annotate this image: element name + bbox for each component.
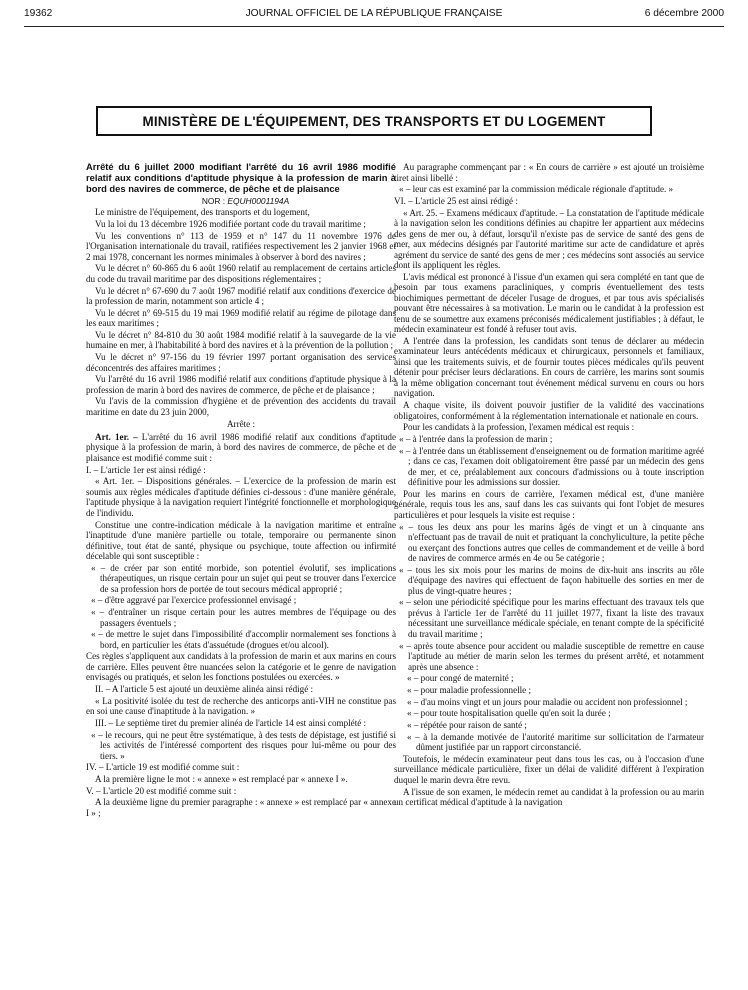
paragraph xyxy=(86,352,396,373)
paragraph-text: Arrête : xyxy=(226,419,256,430)
page-number: 19362 xyxy=(24,8,53,19)
article-label: Art. 1er. – xyxy=(95,431,138,442)
paragraph xyxy=(86,684,396,695)
paragraph xyxy=(394,787,704,808)
paragraph-text: « – d'être aggravé par l'exercice professionnel envisagé ; xyxy=(91,595,297,606)
nor-label: NOR : xyxy=(201,195,226,206)
paragraph-text: A chaque visite, ils doivent pouvoir justifier de la validité des vaccinations obligatoires, conformément à la réglementation internationale et nationale en cours. xyxy=(394,400,704,421)
paragraph xyxy=(86,520,396,562)
paragraph-text: L'avis médical est prononcé à l'issue d'un examen qui sera complété en tant que de besoin par tous examens paracliniques, y compris éventuellement des tests biochimiques permettant de déceler l'usage de drogues, et par tous avis spécialisés pouvant être nécessaires à sa motivation. Le marin ou le candidat à la profession est tenu de se soumettre aux examens préconisés médicalement justifiables ; à défaut, le médecin examinateur est fondé à refuser tout avis. xyxy=(394,271,704,335)
paragraph-text: Vu le décret n° 69-515 du 19 mai 1969 modifié relatif au régime de pilotage dans les eaux maritimes ; xyxy=(86,307,396,329)
paragraph xyxy=(394,522,704,564)
paragraph-text: Vu la loi du 13 décembre 1926 modifiée portant code du travail maritime ; xyxy=(95,218,366,229)
paragraph xyxy=(86,263,396,284)
paragraph xyxy=(394,336,704,399)
paragraph xyxy=(86,286,396,307)
paragraph xyxy=(86,762,396,773)
paragraph xyxy=(86,396,396,417)
paragraph xyxy=(394,720,704,731)
paragraph-text: Vu l'avis de la commission d'hygiène et de prévention des accidents du travail maritime en date du 23 juin 2000, xyxy=(86,396,396,417)
paragraph xyxy=(86,774,396,785)
paragraph-text: A la première ligne le mot : « annexe » est remplacé par « annexe I ». xyxy=(95,774,348,785)
paragraph-text: « – pour maladie professionnelle ; xyxy=(407,685,531,695)
paragraph xyxy=(394,208,704,271)
paragraph xyxy=(86,207,396,218)
paragraph xyxy=(86,476,396,518)
nor-code: EQUH0001194A xyxy=(227,195,290,206)
paragraph xyxy=(394,685,704,696)
paragraph xyxy=(86,219,396,230)
nor-reference xyxy=(86,196,396,207)
paragraph-text: « – à l'entrée dans un établissement d'enseignement ou de formation maritime agréé ; dans ce cas, l'examen doit obligatoirement être passé par un médecin des gens de mer, et ce, préalablement aux concours d'admissions ou à toute inscription définitive pour les admissions sur dossier. xyxy=(399,445,704,488)
paragraph xyxy=(394,196,704,207)
paragraph xyxy=(86,607,396,628)
paragraph-text: « – répétée pour raison de santé ; xyxy=(407,720,527,731)
paragraph-text: Ces règles s'appliquent aux candidats à la profession de marin et aux marins en cours de carrière. Elles peuvent être nuancées selon la catégorie et le genre de navigation envisagés ou pratiqués, et selon les fonctions postulées ou exercées. » xyxy=(86,651,396,683)
paragraph xyxy=(394,641,704,673)
paragraph-text: Toutefois, le médecin examinateur peut dans tous les cas, ou à l'occasion d'une surveillance médicale particulière, fixer un délai de validité différent à l'expiration duquel le marin devra être revu. xyxy=(394,753,704,785)
paragraph xyxy=(86,797,396,818)
paragraph-text: Vu les conventions n° 113 de 1959 et n° 147 du 11 novembre 1976 de l'Organisation internationale du travail, ratifiées respectivement les 2 janvier 1968 et 2 mai 1978, concernant les normes minimales à observer à bord des navires ; xyxy=(86,230,396,262)
paragraph xyxy=(86,595,396,606)
paragraph xyxy=(394,272,704,335)
paragraph-text: Le ministre de l'équipement, des transports et du logement, xyxy=(95,207,310,218)
paragraph xyxy=(394,708,704,719)
paragraph xyxy=(86,374,396,395)
paragraph-text: II. – A l'article 5 est ajouté un deuxième alinéa ainsi rédigé : xyxy=(95,684,314,695)
paragraph-text: « – d'entraîner un risque certain pour les autres membres de l'équipage ou des passagers éventuels ; xyxy=(91,607,396,628)
paragraph xyxy=(86,563,396,595)
paragraph xyxy=(86,432,396,464)
paragraph xyxy=(394,400,704,421)
paragraph-text: « – tous les six mois pour les marins de moins de dix-huit ans inscrits au rôle d'équipage des navires qui effectuent de façon habituelle des sorties en mer de plus de vingt-quatre heures ; xyxy=(399,564,704,596)
paragraph xyxy=(394,732,704,753)
paragraph-text: L'arrêté du 16 avril 1986 modifié relatif aux conditions d'aptitude physique à la profession de marin, à bord des navires de commerce, de pêche et de plaisance est modifié comme suit : xyxy=(86,431,396,463)
paragraph xyxy=(394,673,704,684)
decree-title: Arrêté du 6 juillet 2000 modifiant l'arrêté du 16 avril 1986 modifié relatif aux conditions d'aptitude physique à la profession de marin à bord des navires de commerce, de pêche et de plaisance xyxy=(86,161,396,194)
journal-title: JOURNAL OFFICIEL DE LA RÉPUBLIQUE FRANÇAISE xyxy=(245,8,503,19)
paragraph-text: « – pour congé de maternité ; xyxy=(407,673,514,684)
paragraph-text: « – d'au moins vingt et un jours pour maladie ou accident non professionnel ; xyxy=(407,696,688,707)
paragraph-text: Au paragraphe commençant par : « En cours de carrière » est ajouté un troisième tiret ainsi libellé : xyxy=(394,162,704,183)
paragraph xyxy=(394,489,704,521)
paragraph-text: « Art. 25. – Examens médicaux d'aptitude. – La constatation de l'aptitude médicale à la navigation selon les conditions définies au chapitre Ier appartient aux médecins des gens de mer ou, à défaut, lorsqu'il n'existe pas de service de santé des gens de mer, aux médecins désignés par l'autorité maritime sur acte de candidature et après agrément du service de santé des gens de mer ; ces médecins sont associés au service dont ils appliquent les règles. xyxy=(394,207,705,271)
header-rule xyxy=(24,26,724,27)
paragraph xyxy=(394,597,704,639)
paragraph-text: Vu le décret n° 60-865 du 6 août 1960 relatif au remplacement de certains articles du code du travail maritime par des dispositions réglementaires ; xyxy=(86,263,396,284)
paragraph-text: « – à la demande motivée de l'autorité maritime sur sollicitation de l'armateur dûment justifiée par un rapport circonstancié. xyxy=(407,731,704,753)
paragraph xyxy=(86,231,396,263)
ministry-banner: MINISTÈRE DE L'ÉQUIPEMENT, DES TRANSPORTS ET DU LOGEMENT xyxy=(96,106,652,136)
paragraph-text: « – selon une périodicité spécifique pour les marins effectuant des travaux tels que prévus à l'article 1er de l'arrêté du 11 juillet 1977, fixant la liste des travaux nécessitant une surveillance médicale spéciale, en tenant compte de la spécificité du travail maritime ; xyxy=(399,597,704,639)
paragraph-text: Constitue une contre-indication médicale à la navigation maritime et entraîne l'inaptitude d'une manière partielle ou totale, temporaire ou permanente sinon définitive, tout état de santé, physique ou psychique, toute affection ou infirmité décelable qui sont susceptible : xyxy=(86,519,396,562)
paragraph-text: IV. – L'article 19 est modifié comme suit : xyxy=(86,762,240,773)
paragraph-text: Vu le décret n° 84-810 du 30 août 1984 modifié relatif à la sauvegarde de la vie humaine en mer, à l'habitabilité à bord des navires et à la prévention de la pollution ; xyxy=(86,329,396,351)
paragraph-text: « – leur cas est examiné par la commission médicale régionale d'aptitude. » xyxy=(399,184,674,195)
issue-date: 6 décembre 2000 xyxy=(644,8,724,19)
paragraph xyxy=(86,308,396,329)
paragraph-text: Pour les marins en cours de carrière, l'examen médical est, d'une manière générale, requis tous les ans, sauf dans les cas suivants qui font l'objet de mesures particulières et pour lesquels la visite est requise : xyxy=(394,488,704,520)
paragraph xyxy=(86,330,396,351)
left-column xyxy=(86,162,396,820)
paragraph-text: « Art. 1er. – Dispositions générales. – L'exercice de la profession de marin est soumis aux règles médicales d'aptitude définies ci-dessous : d'une manière générale, l'aptitude physique à la navigation requiert l'intégrité fonctionnelle et morphologique de l'individu. xyxy=(86,476,396,518)
right-column xyxy=(394,162,704,809)
paragraph-text: A la deuxième ligne du premier paragraphe : « annexe » est remplacé par « annexe I » ; xyxy=(86,797,396,818)
paragraph-text: « La positivité isolée du test de recherche des anticorps anti-VIH ne constitue pas en soi une cause d'inaptitude à la navigation. » xyxy=(86,695,396,717)
running-header xyxy=(24,8,724,22)
paragraph xyxy=(86,786,396,797)
paragraph-text: « – pour toute hospitalisation quelle qu'en soit la durée ; xyxy=(407,708,611,719)
paragraph xyxy=(86,465,396,476)
paragraph-text: « – après toute absence pour accident ou maladie susceptible de remettre en cause l'aptitude au métier de marin selon les termes du présent arrêté, et notamment après une absence : xyxy=(399,640,704,672)
paragraph-text: Vu le décret n° 67-690 du 7 août 1967 modifié relatif aux conditions d'exercice de la profession de marin, notamment son article 4 ; xyxy=(86,285,396,307)
paragraph xyxy=(394,565,704,597)
paragraph-text: « – à l'entrée dans la profession de marin ; xyxy=(399,434,553,444)
paragraph-text: V. – L'article 20 est modifié comme suit : xyxy=(86,785,237,796)
paragraph-text: A l'entrée dans la profession, les candidats sont tenus de déclarer au médecin examinateur leurs antécédents médicaux et chirurgicaux, personnels et familiaux, ainsi que les traitements suivis, et de fournir toutes pièces médicales qu'ils peuvent détenir pour préciser leurs déclarations. En cours de carrière, les marins sont soumis à la même obligation concernant tout événement médical survenu en cours ou hors navigation. xyxy=(394,335,704,399)
paragraph-text: Vu l'arrêté du 16 avril 1986 modifié relatif aux conditions d'aptitude physique à la profession de marin à bord des navires de commerce, de pêche et de plaisance ; xyxy=(86,374,396,395)
paragraph-text: A l'issue de son examen, le médecin remet au candidat à la profession ou au marin un certificat médical d'aptitude à la navigation xyxy=(394,786,704,808)
paragraph xyxy=(86,419,396,430)
paragraph-text: Pour les candidats à la profession, l'examen médical est requis : xyxy=(403,422,635,433)
paragraph xyxy=(394,697,704,708)
paragraph xyxy=(86,696,396,717)
paragraph-text: VI. – L'article 25 est ainsi rédigé : xyxy=(394,195,518,206)
paragraph-text: « – de mettre le sujet dans l'impossibilité d'accomplir normalement ses fonctions à bord, en particulier les états d'assuétude (drogues et/ou alcool). xyxy=(91,629,396,650)
paragraph-text: « – de créer par son entité morbide, son potentiel évolutif, ses implications thérapeutiques, un risque certain pour un sujet qui peut se trouver dans l'exercice de sa profession hors de portée de tout secours médical approprié ; xyxy=(91,562,396,594)
paragraph xyxy=(394,184,704,195)
paragraph xyxy=(394,162,704,183)
paragraph-text: Vu le décret n° 97-156 du 19 février 1997 portant organisation des services déconcentrés des affaires maritimes ; xyxy=(86,352,396,373)
paragraph xyxy=(394,754,704,786)
paragraph xyxy=(86,730,396,762)
paragraph xyxy=(394,434,704,445)
paragraph-text: I. – L'article 1er est ainsi rédigé : xyxy=(86,464,206,475)
paragraph-text: « – le recours, qui ne peut être systématique, à des tests de dépistage, est justifié si les activités de l'intéressé comportent des risques pour lui-même ou pour des tiers. » xyxy=(91,729,396,761)
paragraph xyxy=(86,718,396,729)
paragraph xyxy=(394,422,704,433)
paragraph-text: « – tous les deux ans pour les marins âgés de vingt et un à cinquante ans n'effectuant pas de travail de nuit et pratiquant la conchyliculture, la petite pêche ou exerçant des fonctions autres que celles de commandement et de veille à bord de navires de commerce armés en 4e ou 5e catégorie ; xyxy=(399,521,704,564)
paragraph xyxy=(86,651,396,683)
paragraph xyxy=(86,629,396,650)
paragraph xyxy=(394,446,704,488)
paragraph-text: III. – Le septième tiret du premier alinéa de l'article 14 est ainsi complété : xyxy=(95,718,367,729)
